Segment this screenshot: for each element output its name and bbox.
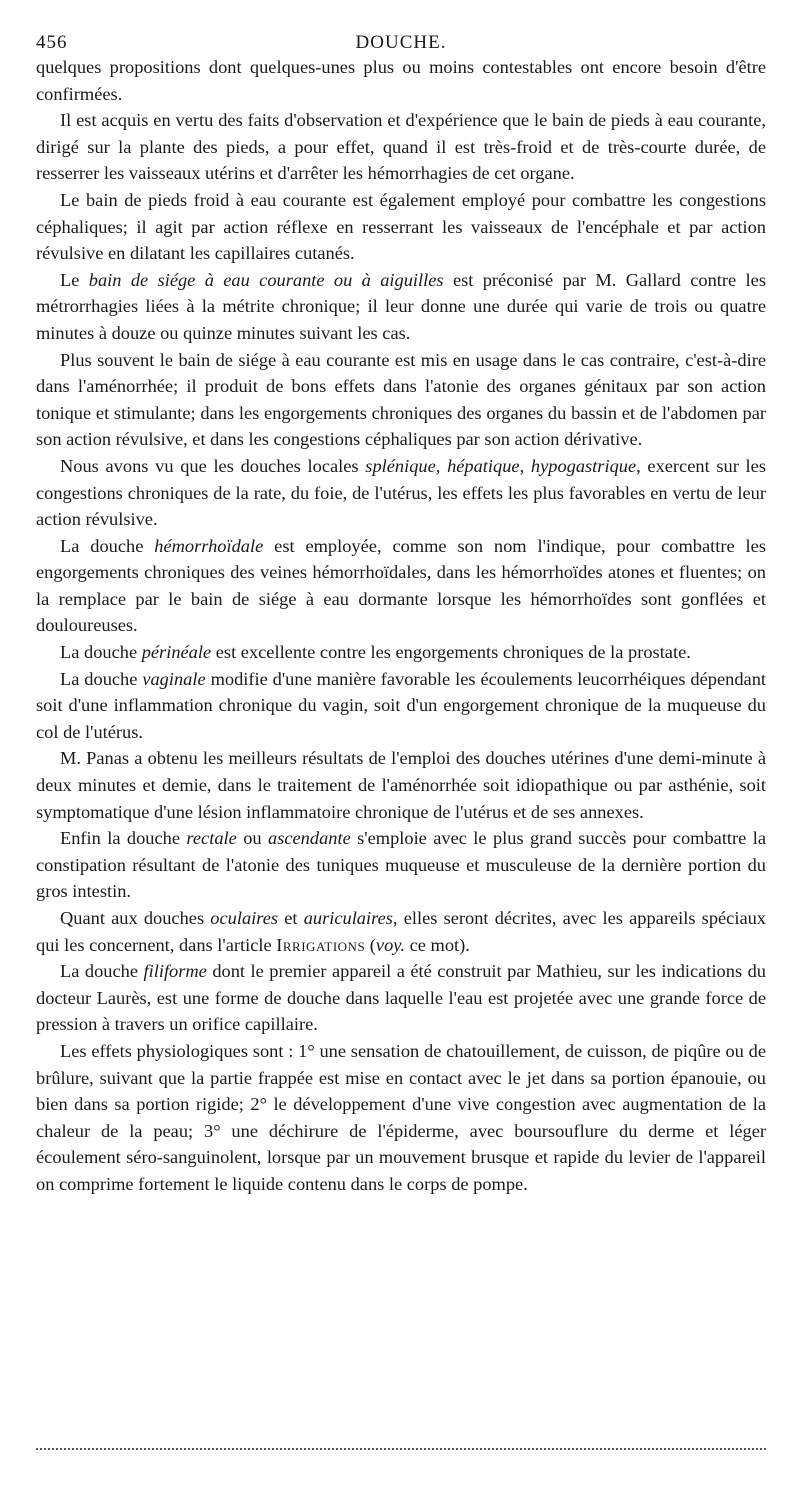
paragraph-12: Quant aux douches oculaires et auriculaires, elles seront décrites, avec les appareils spéciaux qui les concernent, dans l'article Irrigations (voy. ce mot). [36,908,766,955]
paragraph-1: quelques propositions dont quelques-unes plus ou moins contestables ont encore besoin d'être confirmées. [36,57,766,104]
paragraph-14: Les effets physiologiques sont : 1° une sensation de chatouillement, de cuisson, de piqûre ou de brûlure, suivant que la partie frappée est mise en contact avec le jet dans sa portion épanouie, ou bien dans sa portion rigide; 2° le développement d'une vive congestion avec augmentation de la chaleur de la peau; 3° une déchirure de l'épiderme, avec boursouflure du derme et léger écoulement séro-sanguinolent, lorsque par un mouvement brusque et rapide du levier de l'appareil on comprime fortement le liquide contenu dans le corps de pompe. [36,1040,766,1194]
italic-term: bain de siége à eau courante ou à aiguilles [88,269,444,290]
paragraph-13: La douche filiforme dont le premier appareil a été construit par Mathieu, sur les indications du docteur Laurès, est une forme de douche dans laquelle l'eau est projetée avec une grande force de pression à travers un orifice capillaire. [36,961,766,1035]
italic-term: splénique [365,455,436,476]
paragraph-4: Le bain de siége à eau courante ou à aiguilles est préconisé par M. Gallard contre les métrorrhagies liées à la métrite chronique; il leur donne une durée qui varie de trois ou quatre minutes à douze ou quinze minutes suivant les cas. [36,269,766,343]
paragraph-6: Nous avons vu que les douches locales splénique, hépatique, hypogastrique, exercent sur les congestions chroniques de la rate, du foie, de l'utérus, les effets les plus favorables en vertu de leur action révulsive. [36,455,766,530]
italic-term: rectale [186,828,237,849]
paragraph-10: M. Panas a obtenu les meilleurs résultats de l'emploi des douches utérines d'une demi-minute à deux minutes et demie, dans le traitement de l'aménorrhée soit idiopathique ou par asthénie, soit symptomatique d'une lésion inflammatoire chronique de l'utérus et de ses annexes. [36,748,766,822]
paragraph-5: Plus souvent le bain de siége à eau courante est mis en usage dans le cas contraire, c'est-à-dire dans l'aménorrhée; il produit de bons effets dans l'atonie des organes génitaux par son action tonique et stimulante; dans les engorgements chroniques des organes du bassin et de l'abdomen par son action révulsive, et dans les congestions céphaliques par son action dérivative. [36,349,766,450]
italic-term: filiforme [143,961,207,982]
cross-reference: Irrigations [276,934,366,955]
paragraph-9: La douche vaginale modifie d'une manière favorable les écoulements leucorrhéiques dépendant soit d'une inflammation chronique du vagin, soit d'un engorgement chronique de la muqueuse du col de l'utérus. [36,668,767,742]
italic-term: périnéale [141,642,212,663]
paragraph-8: La douche périnéale est excellente contre les engorgements chroniques de la prostate. [60,642,691,663]
paragraph-3: Le bain de pieds froid à eau courante est également employé pour combattre les congestions céphaliques; il agit par action réflexe en resserrant les vaisseaux de l'encéphale et par action révulsive en dilatant les capillaires cutanés. [36,189,766,264]
paragraph-7: La douche hémorrhoïdale est employée, comme son nom l'indique, pour combattre les engorgements chroniques des veines hémorrhoïdales, dans les hémorrhoïdes atones et fluentes; on la remplace par le bain de siége à eau dormante lorsque les hémorrhoïdes sont gonflées et douloureuses. [36,535,766,636]
italic-term: auriculaires [303,908,393,928]
page [36,26,766,1198]
body-text [36,54,766,1198]
italic-term: vaginale [142,668,206,689]
page-number: 456 [36,32,68,53]
bottom-rule [36,1448,766,1450]
italic-term: ascendante [268,828,351,849]
paragraph-2: Il est acquis en vertu des faits d'observation et d'expérience que le bain de pieds à eau courante, dirigé sur la plante des pieds, a pour effet, quand il est très-froid et de très-courte durée, de resserrer les vaisseaux utérins et d'arrêter les hémorrhagies de cet organe. [36,110,766,184]
italic-term: hypogastrique [530,455,637,476]
paragraph-11: Enfin la douche rectale ou ascendante s'emploie avec le plus grand succès pour combattre la constipation résultant de l'atonie des tuniques muqueuse et musculeuse de la dernière portion du gros intestin. [36,828,766,902]
italic-term: voy. [375,934,406,955]
running-title: DOUCHE. [355,32,447,53]
italic-term: hépatique [447,455,520,476]
italic-term: oculaires [210,908,279,928]
italic-term: hémorrhoïdale [154,535,264,556]
running-header [36,26,766,54]
